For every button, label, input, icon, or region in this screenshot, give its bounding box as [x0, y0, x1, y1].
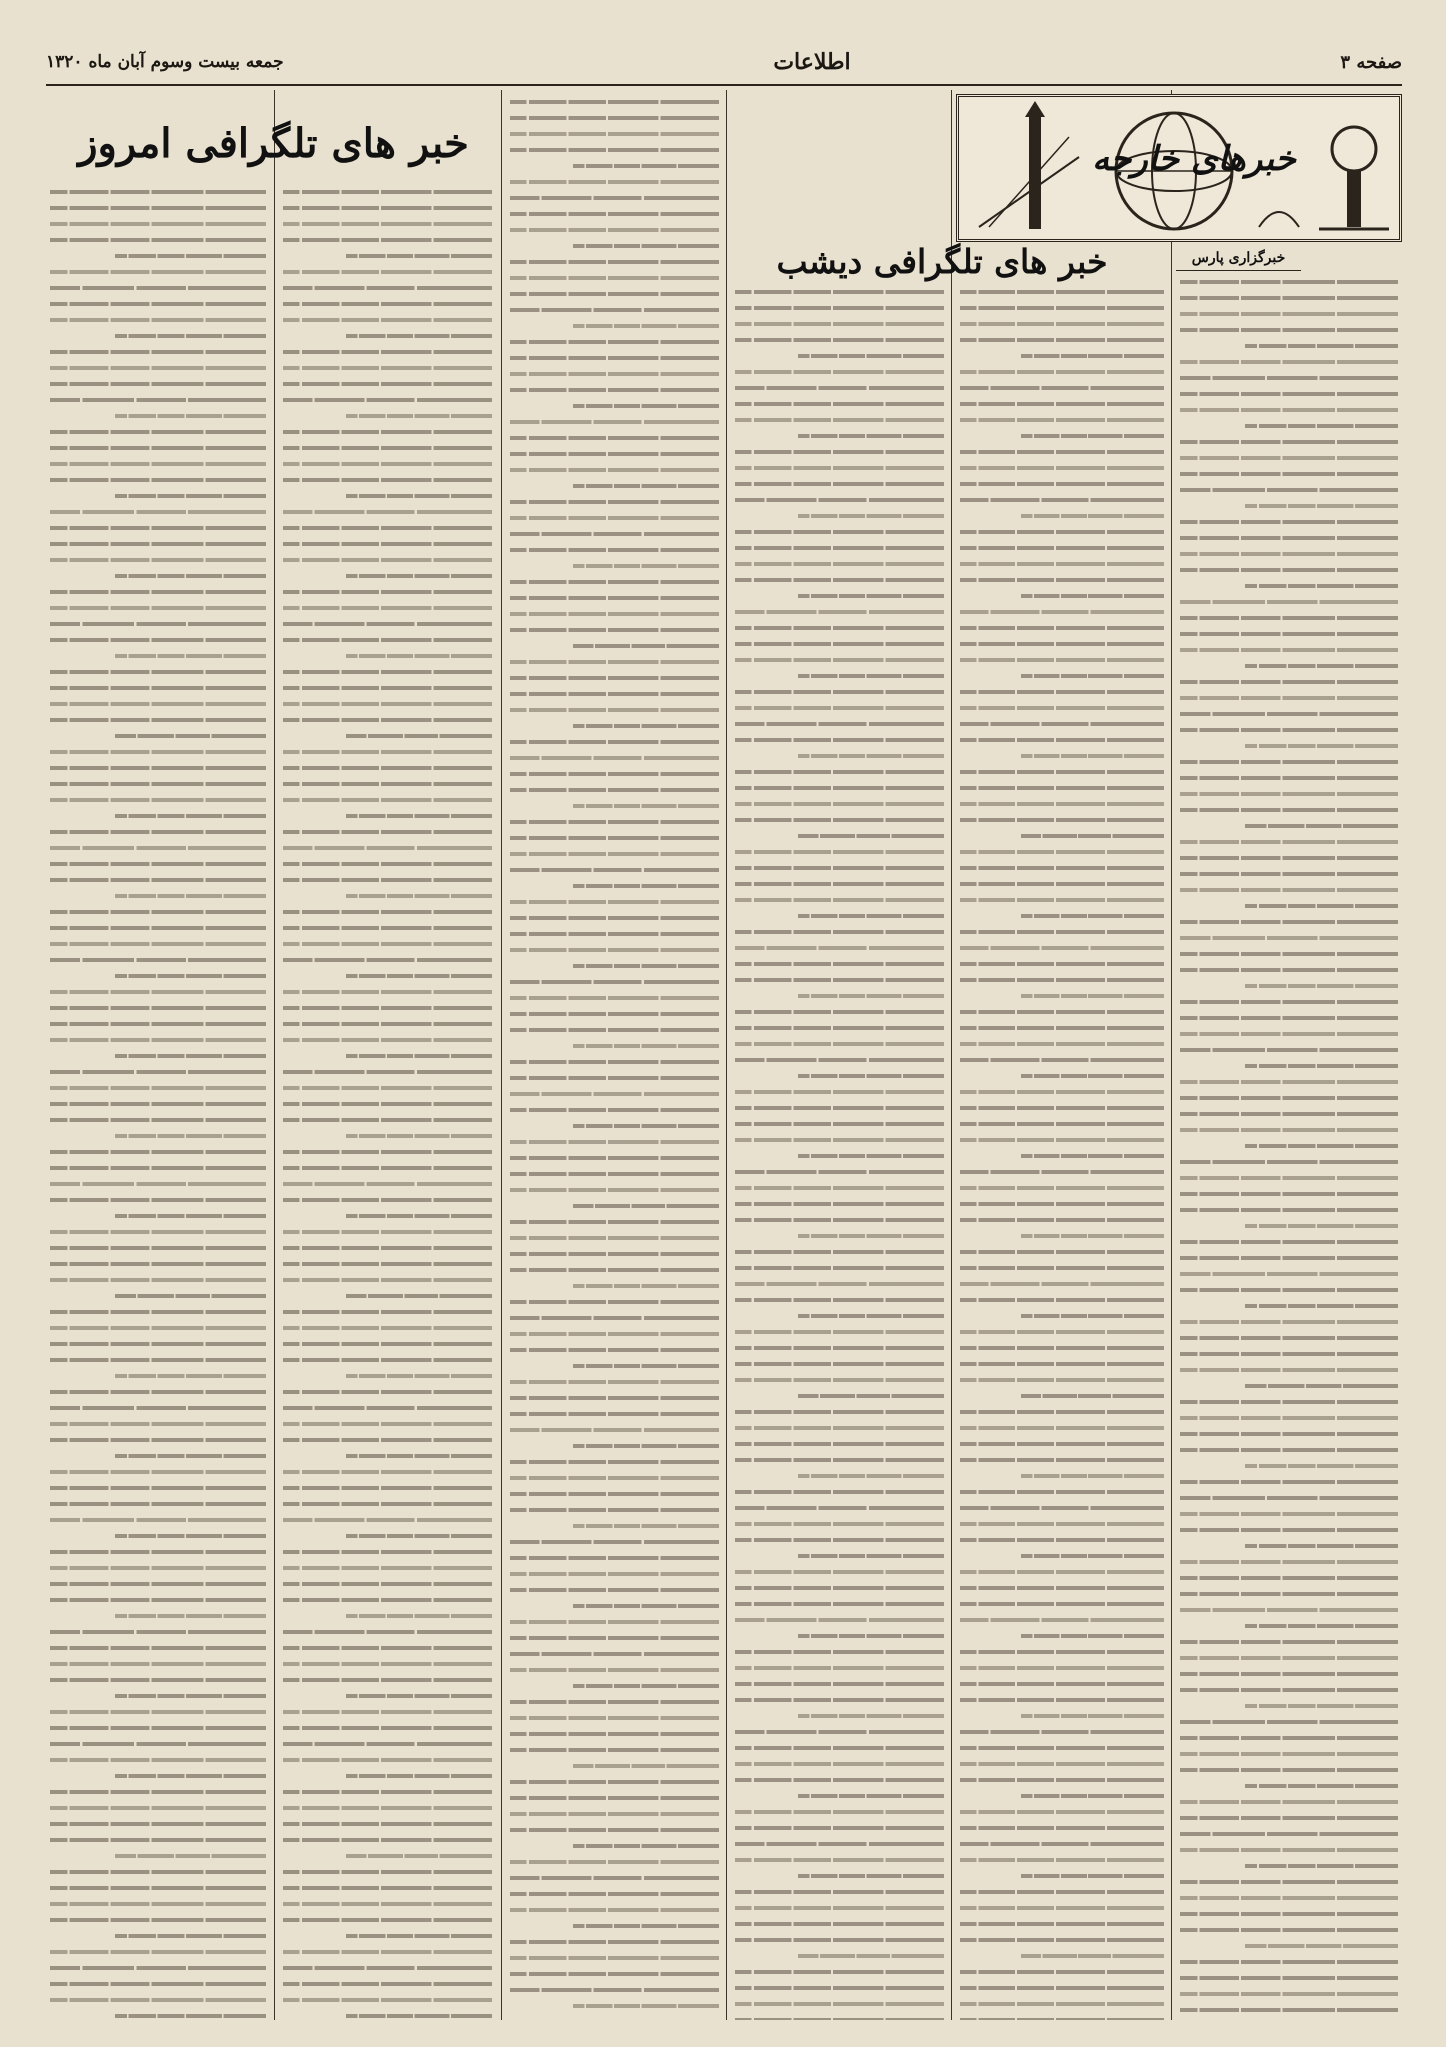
newspaper-name: اطلاعات — [773, 49, 851, 75]
masthead — [46, 40, 1402, 86]
newspaper-page — [46, 40, 1402, 2020]
page-number: صفحه ۳ — [1340, 51, 1402, 73]
article-text — [510, 100, 719, 2020]
article-text — [50, 190, 266, 2020]
headline-today: خبر های تلگرافی امروز — [78, 120, 469, 167]
columns-area — [46, 90, 1402, 2020]
column-1 — [1176, 90, 1402, 2020]
headline-last-night: خبر های تلگرافی دیشب — [776, 242, 1108, 281]
article-text — [735, 290, 944, 2020]
column-3 — [731, 90, 948, 2020]
issue-date: جمعه بیست وسوم آبان ماه ۱۳۲۰ — [46, 52, 284, 72]
column-2 — [956, 90, 1168, 2020]
column-5 — [279, 90, 496, 2020]
article-text — [960, 290, 1164, 2020]
column-6 — [46, 90, 270, 2020]
article-text — [1180, 280, 1398, 2020]
banner-title: خبرهای خارجه — [1092, 139, 1296, 179]
section-heading-pars: خبرگزاری پارس — [1176, 250, 1301, 271]
article-text — [283, 190, 492, 2020]
column-4 — [506, 90, 723, 2020]
